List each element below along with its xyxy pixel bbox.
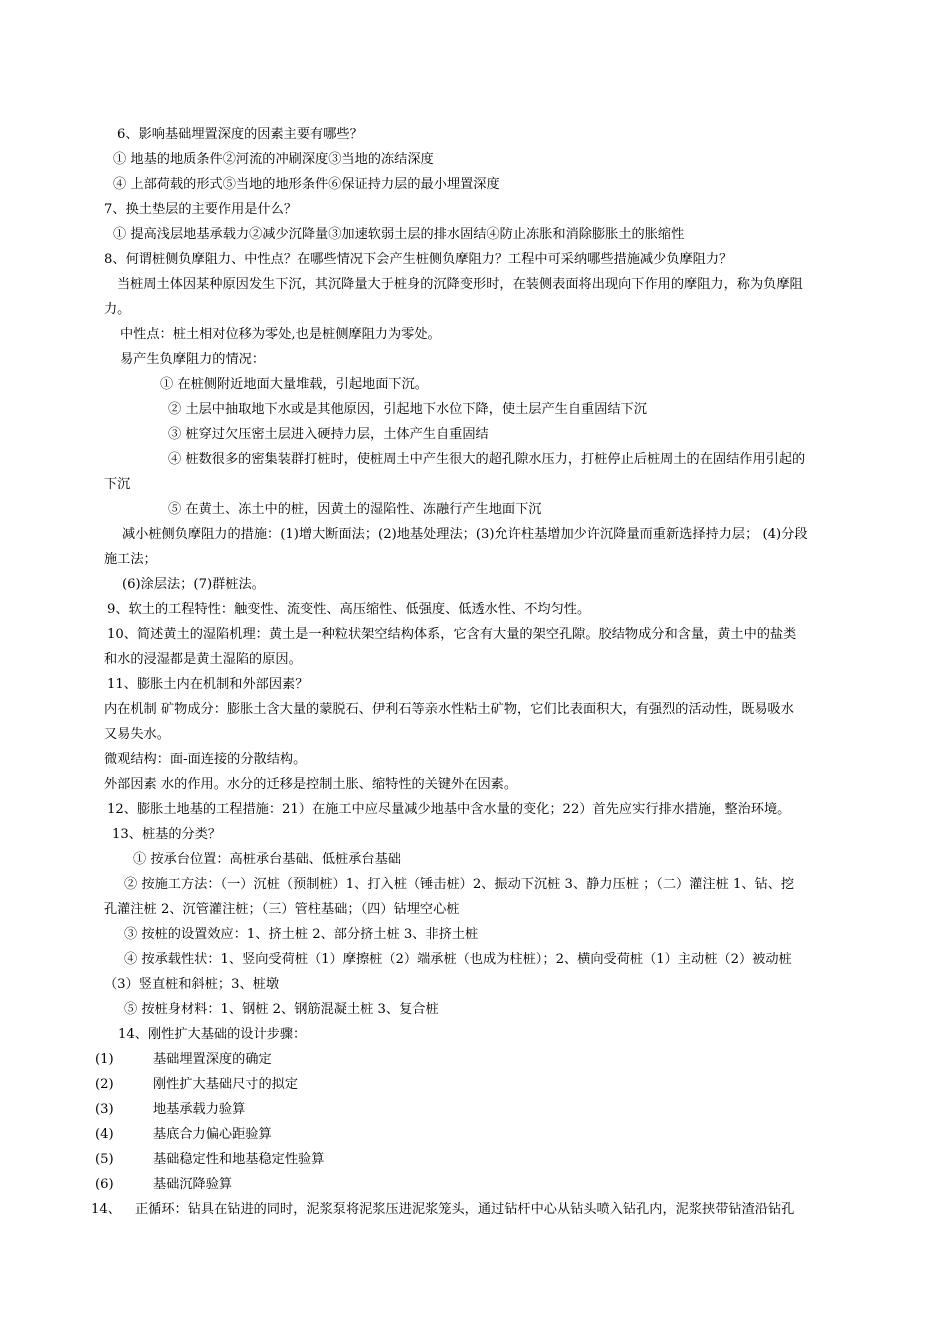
answer-11-microstructure: 微观结构：面-面连接的分散结构。 (104, 752, 307, 767)
step-6-number: (6) (95, 1177, 114, 1192)
question-7: 7、换土垫层的主要作用是什么？ (104, 202, 298, 217)
step-4-text: 基底合力偏心距验算 (153, 1127, 272, 1142)
answer-11-internal-line-2: 又易失水。 (104, 727, 170, 742)
answer-8-definition-line-1: 当桩周土体因某种原因发生下沉，其沉降量大于桩身的沉降变形时，在装侧表面将出现向下作用的摩阻力，称为负摩阻 (117, 277, 803, 292)
answer-7: ① 提高浅层地基承载力②减少沉降量③加速软弱土层的排水固结④防止冻胀和消除膨胀土的胀缩性 (113, 227, 685, 242)
step-1-text: 基础埋置深度的确定 (153, 1052, 272, 1067)
answer-8-cases-heading: 易产生负摩阻力的情况： (120, 352, 266, 367)
step-1-number: (1) (95, 1052, 114, 1067)
answer-8-definition-line-2: 力。 (104, 302, 131, 317)
step-3-text: 地基承载力验算 (153, 1102, 246, 1117)
answer-13-item-3: ③ 按桩的设置效应：1、挤土桩 2、部分挤土桩 3、非挤土桩 (124, 927, 479, 942)
answer-8-measures-line-2: 施工法； (104, 552, 157, 567)
answer-8-case-4-line-2: 下沉 (104, 477, 131, 492)
question-9: 9、软土的工程特性：触变性、流变性、高压缩性、低强度、低透水性、不均匀性。 (107, 602, 591, 617)
question-14b-text: 正循环：钻具在钻进的同时，泥浆泵将泥浆压进泥浆笼头，通过钻杆中心从钻头喷入钻孔内，泥浆挟带钻渣沿钻孔 (135, 1202, 795, 1217)
answer-13-item-4-line-1: ④ 按承载性状：1、竖向受荷桩（1）摩擦桩（2）端承桩（也成为柱桩）；2、横向受荷桩（1）主动桩（2）被动桩 (124, 952, 792, 967)
answer-6-line-1: ① 地基的地质条件②河流的冲刷深度③当地的冻结深度 (113, 152, 434, 167)
answer-8-measures-line-3: (6)涂层法；(7)群桩法。 (122, 577, 265, 592)
answer-11-internal-line-1: 内在机制 矿物成分：膨胀土含大量的蒙脱石、伊利石等亲水性粘土矿物，它们比表面积大，有强烈的活动性，既易吸水 (104, 702, 794, 717)
answer-13-item-2-line-2: 孔灌注桩 2、沉管灌注桩；（三）管柱基础；（四）钻埋空心桩 (104, 902, 460, 917)
step-3-number: (3) (95, 1102, 114, 1117)
answer-8-case-4-line-1: ④ 桩数很多的密集装群打桩时，使桩周土中产生很大的超孔隙水压力，打桩停止后桩周土的在固结作用引起的 (168, 452, 806, 467)
step-2-text: 刚性扩大基础尺寸的拟定 (153, 1077, 299, 1092)
step-4-number: (4) (95, 1127, 114, 1142)
answer-6-line-2: ④ 上部荷载的形式⑤当地的地形条件⑥保证持力层的最小埋置深度 (113, 177, 500, 192)
question-14: 14、刚性扩大基础的设计步骤： (118, 1027, 307, 1042)
answer-8-measures-line-1: 减小桩侧负摩阻力的措施：(1)增大断面法；(2)地基处理法；(3)允许柱基增加少许沉降量而重新选择持力层； (4)分段 (122, 527, 808, 542)
question-10-line-1: 10、简述黄土的湿陷机理：黄土是一种粒状架空结构体系，它含有大量的架空孔隙。胶结物成分和含量，黄土中的盐类 (107, 627, 797, 642)
answer-8-case-1: ① 在桩侧附近地面大量堆载，引起地面下沉。 (160, 377, 428, 392)
step-2-number: (2) (95, 1077, 114, 1092)
question-14b-number: 14、 (91, 1202, 121, 1217)
answer-8-case-5: ⑤ 在黄土、冻土中的桩，因黄土的湿陷性、冻融行产生地面下沉 (168, 502, 542, 517)
step-5-number: (5) (95, 1152, 114, 1167)
question-12: 12、膨胀土地基的工程措施：21）在施工中应尽量减少地基中含水量的变化；22）首先应实行排水措施，整治环境。 (107, 802, 791, 817)
answer-8-case-2: ② 土层中抽取地下水或是其他原因，引起地下水位下降，使土层产生自重固结下沉 (168, 402, 647, 417)
answer-13-item-4-line-2: （3）竖直桩和斜桩；3、桩墩 (104, 977, 280, 992)
step-6-text: 基础沉降验算 (153, 1177, 233, 1192)
question-8: 8、何谓桩侧负摩阻力、中性点？在哪些情况下会产生桩侧负摩阻力？工程中可采纳哪些措施减少负摩阻力？ (104, 252, 733, 267)
answer-8-neutral-point: 中性点：桩土相对位移为零处,也是桩侧摩阻力为零处。 (120, 327, 441, 342)
question-10-line-2: 和水的浸湿都是黄土湿陷的原因。 (104, 652, 302, 667)
question-6: 6、影响基础埋置深度的因素主要有哪些？ (117, 127, 363, 142)
answer-13-item-2-line-1: ② 按施工方法：（一）沉桩（预制桩）1、打入桩（锤击桩）2、振动下沉桩 3、静力压桩 ；（二）灌注桩 1、钻、挖 (124, 877, 795, 892)
answer-13-item-5: ⑤ 按桩身材料：1、钢桩 2、钢筋混凝土桩 3、复合桩 (124, 1002, 439, 1017)
question-11: 11、膨胀土内在机制和外部因素？ (107, 677, 309, 692)
answer-8-case-3: ③ 桩穿过欠压密土层进入硬持力层，土体产生自重固结 (168, 427, 489, 442)
answer-13-item-1: ① 按承台位置：高桩承台基础、低桩承台基础 (133, 852, 401, 867)
step-5-text: 基础稳定性和地基稳定性验算 (153, 1152, 325, 1167)
answer-11-external: 外部因素 水的作用。水分的迁移是控制土胀、缩特性的关键外在因素。 (104, 777, 518, 792)
question-13: 13、桩基的分类？ (112, 827, 222, 842)
